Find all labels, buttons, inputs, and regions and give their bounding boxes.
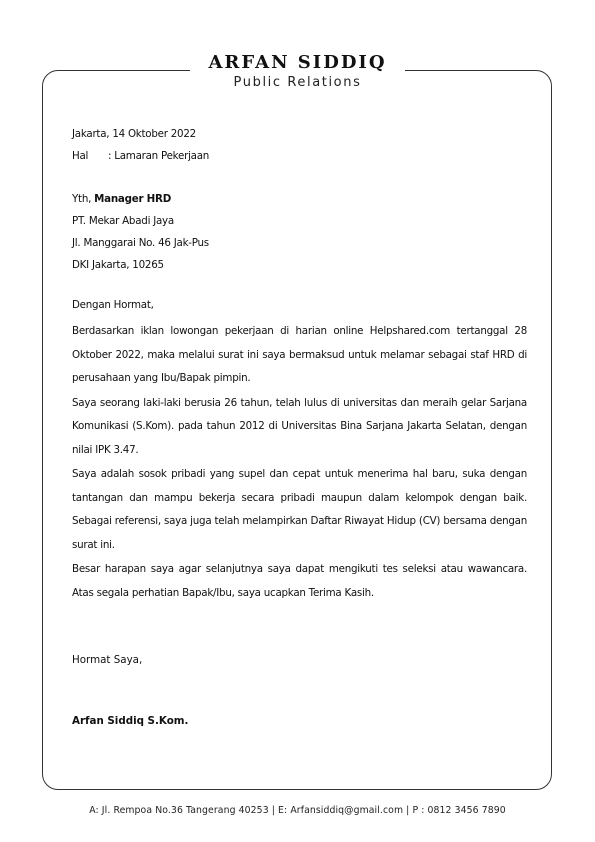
subject-value: : Lamaran Pekerjaan: [108, 150, 210, 162]
signature-name: Arfan Siddiq S.Kom.: [72, 715, 189, 727]
place-date: Jakarta, 14 Oktober 2022: [72, 128, 196, 140]
recipient-address-2: DKI Jakarta, 10265: [72, 259, 164, 271]
closing: Hormat Saya,: [72, 654, 143, 666]
letterhead: [190, 52, 405, 94]
letter-body: [72, 126, 527, 606]
footer-contact: A: Jl. Rempoa No.36 Tangerang 40253 | E: Arfansiddiq@gmail.com | P : 0812 3456 7890: [89, 805, 506, 816]
recipient-line: [72, 191, 527, 208]
letterhead-title: Public Relations: [233, 75, 362, 90]
greeting: Dengan Hormat,: [72, 299, 154, 311]
subject-label: Hal: [72, 150, 89, 162]
paragraph-3: Saya adalah sosok pribadi yang supel dan cepat untuk menerima hal baru, suka dengan tantangan dan mampu bekerja secara pribadi maupun dalam kelompok dengan baik. Sebagai referensi, saya juga telah melampirkan Daftar Riwayat Hidup (CV) bersama dengan surat ini.: [72, 468, 527, 551]
recipient-company: PT. Mekar Abadi Jaya: [72, 215, 174, 227]
paragraph-4: Besar harapan saya agar selanjutnya saya dapat mengikuti tes seleksi atau wawancara. Atas segala perhatian Bapak/Ibu, saya ucapkan Terima Kasih.: [72, 563, 527, 599]
letterhead-name: ARFAN SIDDIQ: [208, 52, 387, 73]
paragraph-2: Saya seorang laki-laki berusia 26 tahun, telah lulus di universitas dan meraih gelar Sarjana Komunikasi (S.Kom). pada tahun 2012 di Universitas Bina Sarjana Jakarta Selatan, dengan nilai IPK 3.47.: [72, 396, 527, 456]
recipient-name: Manager HRD: [94, 193, 171, 205]
recipient-address-1: Jl. Manggarai No. 46 Jak-Pus: [72, 237, 209, 249]
subject-line: [72, 148, 527, 165]
recipient-prefix: Yth,: [72, 193, 95, 205]
paragraph-1: Berdasarkan iklan lowongan pekerjaan di harian online Helpshared.com tertanggal 28 Oktober 2022, maka melalui surat ini saya bermaksud untuk melamar sebagai staf HRD di perusahaan yang Ibu/Bapak pimpin.: [72, 325, 527, 384]
